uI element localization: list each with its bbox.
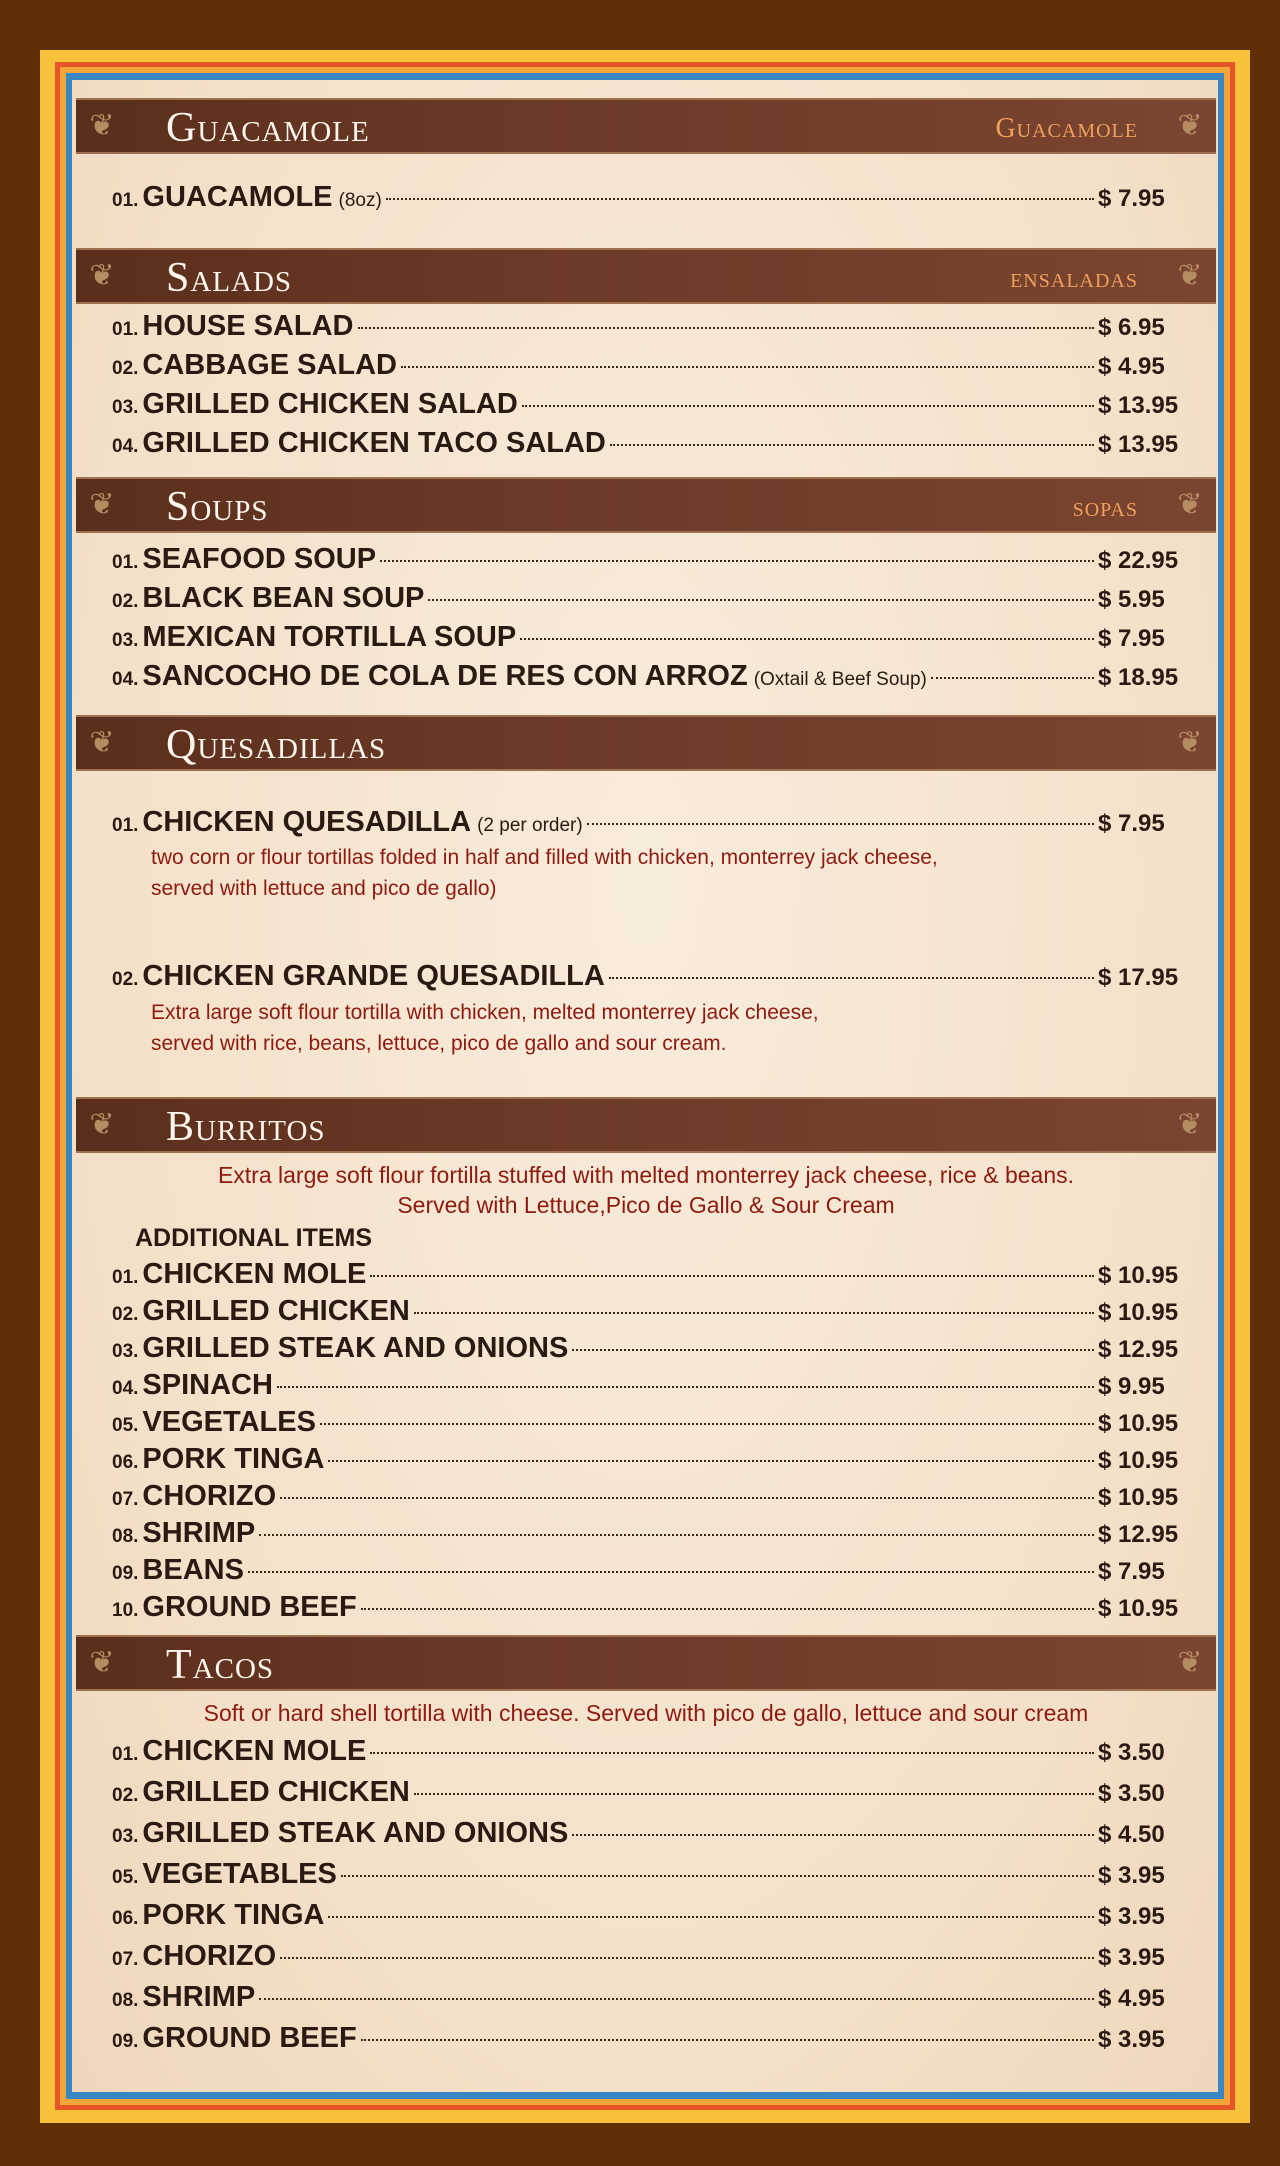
item-description [151, 997, 1051, 1059]
description-line: Extra large soft flour fortilla stuffed with melted monterrey jack cheese, rice & beans. [217, 1162, 1075, 1188]
menu-item [112, 543, 1178, 577]
item-number: 10. [112, 1600, 139, 1621]
item-number: 05. [112, 1867, 139, 1888]
menu-item [112, 1899, 1178, 1933]
menu-item [112, 1406, 1178, 1440]
ornament-icon: ❦ [89, 488, 115, 521]
item-price: $ 13.95 [1098, 392, 1179, 419]
item-note: (8oz) [338, 190, 382, 211]
dot-leader [248, 1571, 1094, 1573]
item-price: $ 4.50 [1098, 1821, 1165, 1848]
item-number: 01. [112, 319, 139, 340]
item-number: 07. [112, 1949, 139, 1970]
dot-leader [587, 823, 1094, 825]
item-name: GROUND BEEF [142, 1591, 357, 1623]
item-number: 03. [112, 397, 139, 418]
dot-leader [380, 560, 1094, 562]
description-line: served with rice, beans, lettuce, pico de gallo and sour cream. [151, 1032, 727, 1055]
section-subtitle: ensaladas [1010, 263, 1138, 294]
menu-item [112, 1817, 1178, 1851]
item-name: CHICKEN MOLE [142, 1735, 367, 1767]
item-name: CHORIZO [142, 1940, 277, 1972]
dot-leader [259, 1534, 1094, 1536]
menu-item [112, 1295, 1178, 1329]
item-number: 04. [112, 669, 139, 690]
ornament-icon: ❦ [1177, 259, 1203, 292]
item-price: $ 3.50 [1098, 1739, 1165, 1766]
item-name: SPINACH [142, 1369, 273, 1401]
item-name: GRILLED CHICKEN TACO SALAD [142, 427, 606, 459]
menu-item [112, 582, 1178, 616]
dot-leader [522, 405, 1094, 407]
item-name: SHRIMP [142, 1517, 256, 1549]
item-price: $ 3.50 [1098, 1780, 1165, 1807]
ornament-icon: ❦ [1177, 726, 1203, 759]
ornament-icon: ❦ [1177, 1108, 1203, 1141]
item-name: GRILLED STEAK AND ONIONS [142, 1817, 569, 1849]
dot-leader [358, 327, 1095, 329]
item-price: $ 12.95 [1098, 1521, 1179, 1548]
section-description: Soft or hard shell tortilla with cheese. Served with pico de gallo, lettuce and sour cream [203, 1700, 1089, 1726]
item-name: GRILLED CHICKEN [142, 1776, 410, 1808]
dot-leader [280, 1497, 1094, 1499]
section-subtitle: Guacamole [995, 113, 1138, 144]
item-price: $ 10.95 [1098, 1595, 1179, 1622]
ornament-icon: ❦ [89, 109, 115, 142]
item-name: SEAFOOD SOUP [142, 543, 377, 575]
item-number: 03. [112, 1826, 139, 1847]
item-number: 07. [112, 1489, 139, 1510]
dot-leader [610, 444, 1094, 446]
menu-item [112, 349, 1178, 383]
menu-item [112, 1940, 1178, 1974]
item-number: 04. [112, 1378, 139, 1399]
dot-leader [401, 366, 1094, 368]
item-number: 02. [112, 1304, 139, 1325]
item-note: (Oxtail & Beef Soup) [753, 669, 927, 690]
dot-leader [520, 638, 1094, 640]
item-number: 01. [112, 1744, 139, 1765]
menu-item [112, 621, 1178, 655]
section-title: Burritos [166, 1104, 326, 1150]
item-number: 06. [112, 1452, 139, 1473]
dot-leader [277, 1386, 1094, 1388]
menu-item [112, 960, 1178, 994]
dot-leader [370, 1752, 1094, 1754]
item-price: $ 3.95 [1098, 1944, 1165, 1971]
item-number: 08. [112, 1990, 139, 2011]
item-name: GRILLED STEAK AND ONIONS [142, 1332, 569, 1364]
item-number: 01. [112, 1267, 139, 1288]
item-number: 02. [112, 969, 139, 990]
menu-item [112, 1735, 1178, 1769]
item-price: $ 7.95 [1098, 625, 1165, 652]
dot-leader [428, 599, 1094, 601]
description-line: two corn or flour tortillas folded in half and filled with chicken, monterrey jack cheese, [151, 846, 938, 869]
item-name: CHICKEN MOLE [142, 1258, 367, 1290]
dot-leader [328, 1460, 1094, 1462]
item-price: $ 10.95 [1098, 1262, 1179, 1289]
dot-leader [386, 198, 1094, 200]
item-name: HOUSE SALAD [142, 310, 354, 342]
item-number: 03. [112, 630, 139, 651]
item-number: 06. [112, 1908, 139, 1929]
item-price: $ 12.95 [1098, 1336, 1179, 1363]
item-name: GUACAMOLE [142, 181, 333, 213]
item-price: $ 6.95 [1098, 314, 1165, 341]
dot-leader [370, 1275, 1094, 1277]
item-number: 09. [112, 1563, 139, 1584]
dot-leader [414, 1793, 1094, 1795]
menu-item [112, 310, 1178, 344]
dot-leader [414, 1312, 1094, 1314]
section-title: Tacos [166, 1642, 275, 1688]
dot-leader [341, 1875, 1094, 1877]
menu-item [112, 1858, 1178, 1892]
menu-item [112, 388, 1178, 422]
menu-item [112, 181, 1178, 215]
item-name: GRILLED CHICKEN SALAD [142, 388, 518, 420]
item-price: $ 10.95 [1098, 1299, 1179, 1326]
section-subtitle: sopas [1072, 492, 1138, 523]
item-description [151, 842, 1051, 904]
item-price: $ 5.95 [1098, 586, 1165, 613]
ornament-icon: ❦ [1177, 1646, 1203, 1679]
item-price: $ 18.95 [1098, 664, 1179, 691]
item-price: $ 22.95 [1098, 547, 1179, 574]
menu-item [112, 1591, 1178, 1625]
item-number: 02. [112, 1785, 139, 1806]
item-note: (2 per order) [477, 815, 583, 836]
dot-leader [361, 2039, 1094, 2041]
item-number: 02. [112, 358, 139, 379]
item-price: $ 17.95 [1098, 964, 1179, 991]
item-number: 01. [112, 552, 139, 573]
additional-items-label: ADDITIONAL ITEMS [135, 1224, 373, 1252]
menu-item [112, 1517, 1178, 1551]
menu-item [112, 1443, 1178, 1477]
item-name: SHRIMP [142, 1981, 256, 2013]
dot-leader [259, 1998, 1094, 2000]
item-name: MEXICAN TORTILLA SOUP [142, 621, 517, 653]
section-title: Salads [166, 255, 293, 301]
item-price: $ 9.95 [1098, 1373, 1165, 1400]
dot-leader [609, 977, 1094, 979]
menu-item [112, 1554, 1178, 1588]
section-header-salads [76, 248, 1216, 304]
section-header-quesadillas [76, 715, 1216, 771]
section-title: Quesadillas [166, 722, 387, 768]
item-price: $ 3.95 [1098, 1903, 1165, 1930]
ornament-icon: ❦ [89, 259, 115, 292]
ornament-icon: ❦ [1177, 488, 1203, 521]
menu-item [112, 1776, 1178, 1810]
section-header-burritos [76, 1097, 1216, 1153]
ornament-icon: ❦ [89, 1646, 115, 1679]
item-name: CHICKEN QUESADILLA [142, 806, 472, 838]
item-price: $ 13.95 [1098, 431, 1179, 458]
item-price: $ 4.95 [1098, 353, 1165, 380]
item-price: $ 10.95 [1098, 1410, 1179, 1437]
item-number: 09. [112, 2031, 139, 2052]
menu-item [112, 1480, 1178, 1514]
menu-item [112, 660, 1178, 694]
menu-item [112, 427, 1178, 461]
item-number: 03. [112, 1341, 139, 1362]
dot-leader [931, 677, 1094, 679]
dot-leader [572, 1834, 1094, 1836]
menu-item [112, 1258, 1178, 1292]
description-line: served with lettuce and pico de gallo) [151, 877, 497, 900]
ornament-icon: ❦ [1177, 109, 1203, 142]
item-number: 05. [112, 1415, 139, 1436]
item-name: BLACK BEAN SOUP [142, 582, 425, 614]
description-line: Served with Lettuce,Pico de Gallo & Sour Cream [397, 1192, 895, 1218]
item-name: SANCOCHO DE COLA DE RES CON ARROZ [142, 660, 748, 692]
description-line: Extra large soft flour tortilla with chicken, melted monterrey jack cheese, [151, 1001, 819, 1024]
item-name: VEGETALES [142, 1406, 316, 1438]
item-number: 04. [112, 436, 139, 457]
section-header-guacamole [76, 98, 1216, 154]
item-price: $ 10.95 [1098, 1484, 1179, 1511]
item-price: $ 3.95 [1098, 2026, 1165, 2053]
item-name: PORK TINGA [142, 1899, 325, 1931]
item-price: $ 10.95 [1098, 1447, 1179, 1474]
item-price: $ 7.95 [1098, 810, 1165, 837]
dot-leader [328, 1916, 1094, 1918]
ornament-icon: ❦ [89, 726, 115, 759]
item-name: BEANS [142, 1554, 244, 1586]
section-title: Soups [166, 484, 269, 530]
item-name: GROUND BEEF [142, 2022, 357, 2054]
menu-item [112, 2022, 1178, 2056]
menu-item [112, 806, 1178, 840]
item-price: $ 7.95 [1098, 1558, 1165, 1585]
menu-item [112, 1369, 1178, 1403]
section-title: Guacamole [166, 105, 370, 151]
dot-leader [280, 1957, 1094, 1959]
section-header-soups [76, 477, 1216, 533]
section-header-tacos [76, 1635, 1216, 1691]
menu-item [112, 1981, 1178, 2015]
section-description [76, 1160, 1216, 1220]
item-name: PORK TINGA [142, 1443, 325, 1475]
item-name: VEGETABLES [142, 1858, 337, 1890]
item-name: GRILLED CHICKEN [142, 1295, 410, 1327]
item-name: CABBAGE SALAD [142, 349, 397, 381]
item-name: CHORIZO [142, 1480, 277, 1512]
item-number: 01. [112, 190, 139, 211]
item-price: $ 4.95 [1098, 1985, 1165, 2012]
item-number: 08. [112, 1526, 139, 1547]
dot-leader [572, 1349, 1094, 1351]
dot-leader [361, 1608, 1094, 1610]
item-number: 02. [112, 591, 139, 612]
item-number: 01. [112, 815, 139, 836]
item-name: CHICKEN GRANDE QUESADILLA [142, 960, 605, 992]
dot-leader [320, 1423, 1094, 1425]
item-price: $ 7.95 [1098, 185, 1165, 212]
menu-item [112, 1332, 1178, 1366]
ornament-icon: ❦ [89, 1108, 115, 1141]
item-price: $ 3.95 [1098, 1862, 1165, 1889]
